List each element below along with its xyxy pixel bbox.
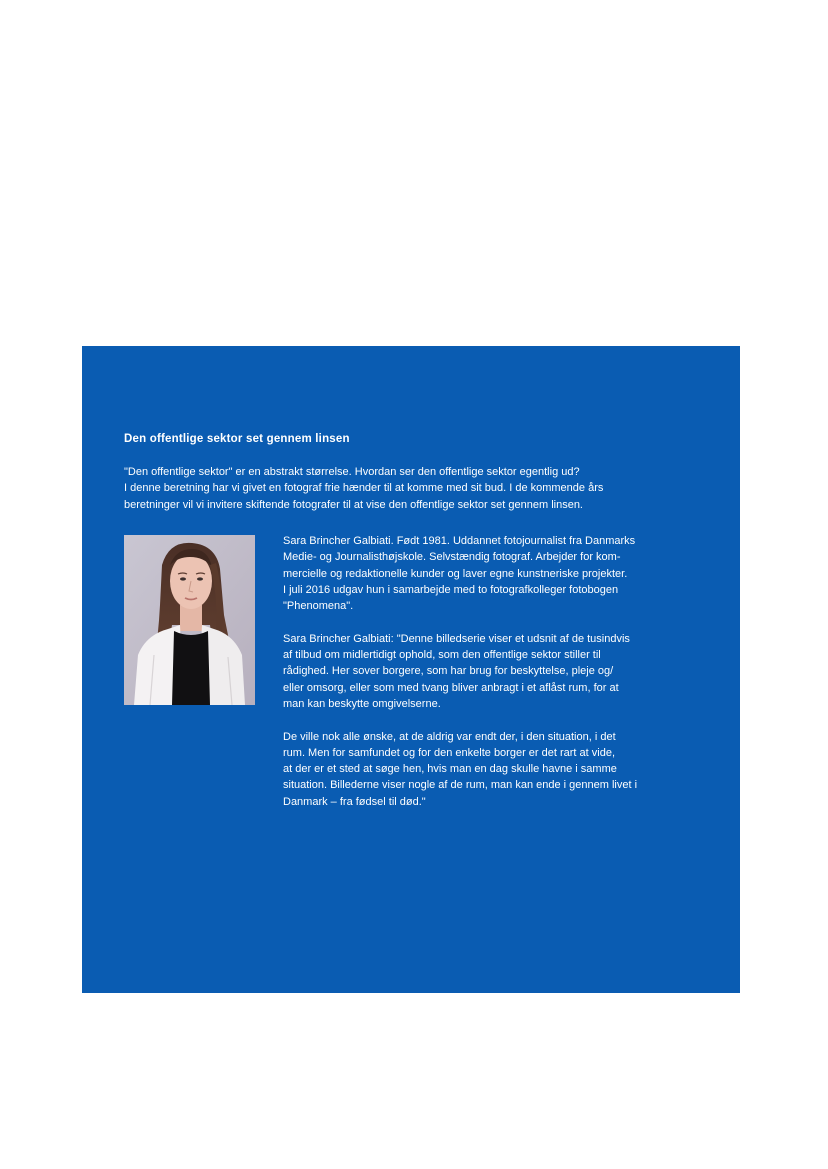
- bio-line: eller omsorg, eller som med tvang bliver anbragt i et aflåst rum, for at: [283, 681, 619, 694]
- bio-line: Sara Brincher Galbiati: "Denne billedserie viser et udsnit af de tusindvis: [283, 632, 630, 645]
- intro-line: I denne beretning har vi givet en fotograf frie hænder til at komme med sit bud. I de kommende års: [124, 482, 604, 495]
- intro-line: beretninger vil vi invitere skiftende fotografer til at vise den offentlige sektor set gennem linsen.: [124, 498, 583, 511]
- bio-line: at der er et sted at søge hen, hvis man en dag skulle havne i samme: [283, 763, 617, 776]
- bio-paragraph: [283, 533, 663, 614]
- intro-text: [124, 464, 704, 513]
- bio-line: Danmark – fra fødsel til død.": [283, 795, 426, 808]
- bio-line: I juli 2016 udgav hun i samarbejde med to fotografkolleger fotobogen: [283, 583, 619, 596]
- bio-line: "Phenomena".: [283, 600, 354, 613]
- bio-line: rådighed. Her sover borgere, som har brug for beskyttelse, pleje og/: [283, 665, 614, 678]
- bio-line: Medie- og Journalisthøjskole. Selvstændig fotograf. Arbejder for kom-: [283, 551, 621, 564]
- bio-paragraph: [283, 631, 663, 712]
- bio-line: situation. Billederne viser nogle af de rum, man kan ende i gennem livet i: [283, 779, 638, 792]
- bio-paragraph: [283, 729, 663, 810]
- blue-info-panel: [82, 346, 740, 993]
- bio-line: af tilbud om midlertidigt ophold, som den offentlige sektor stiller til: [283, 649, 601, 662]
- bio-line: man kan beskytte omgivelserne.: [283, 697, 441, 710]
- intro-line: "Den offentlige sektor" er en abstrakt størrelse. Hvordan ser den offentlige sektor egentlig ud?: [124, 466, 580, 478]
- bio-line: De ville nok alle ønske, at de aldrig var endt der, i den situation, i det: [283, 730, 616, 743]
- panel-heading: Den offentlige sektor set gennem linsen: [124, 433, 350, 445]
- photographer-bio: [283, 533, 663, 826]
- bio-line: Sara Brincher Galbiati. Født 1981. Uddannet fotojournalist fra Danmarks: [283, 535, 636, 547]
- bio-line: mercielle og redaktionelle kunder og laver egne kunstneriske projekter.: [283, 567, 628, 580]
- bio-line: rum. Men for samfundet og for den enkelte borger er det rart at vide,: [283, 746, 616, 759]
- portrait-image: [124, 535, 255, 705]
- photographer-portrait: [124, 535, 255, 705]
